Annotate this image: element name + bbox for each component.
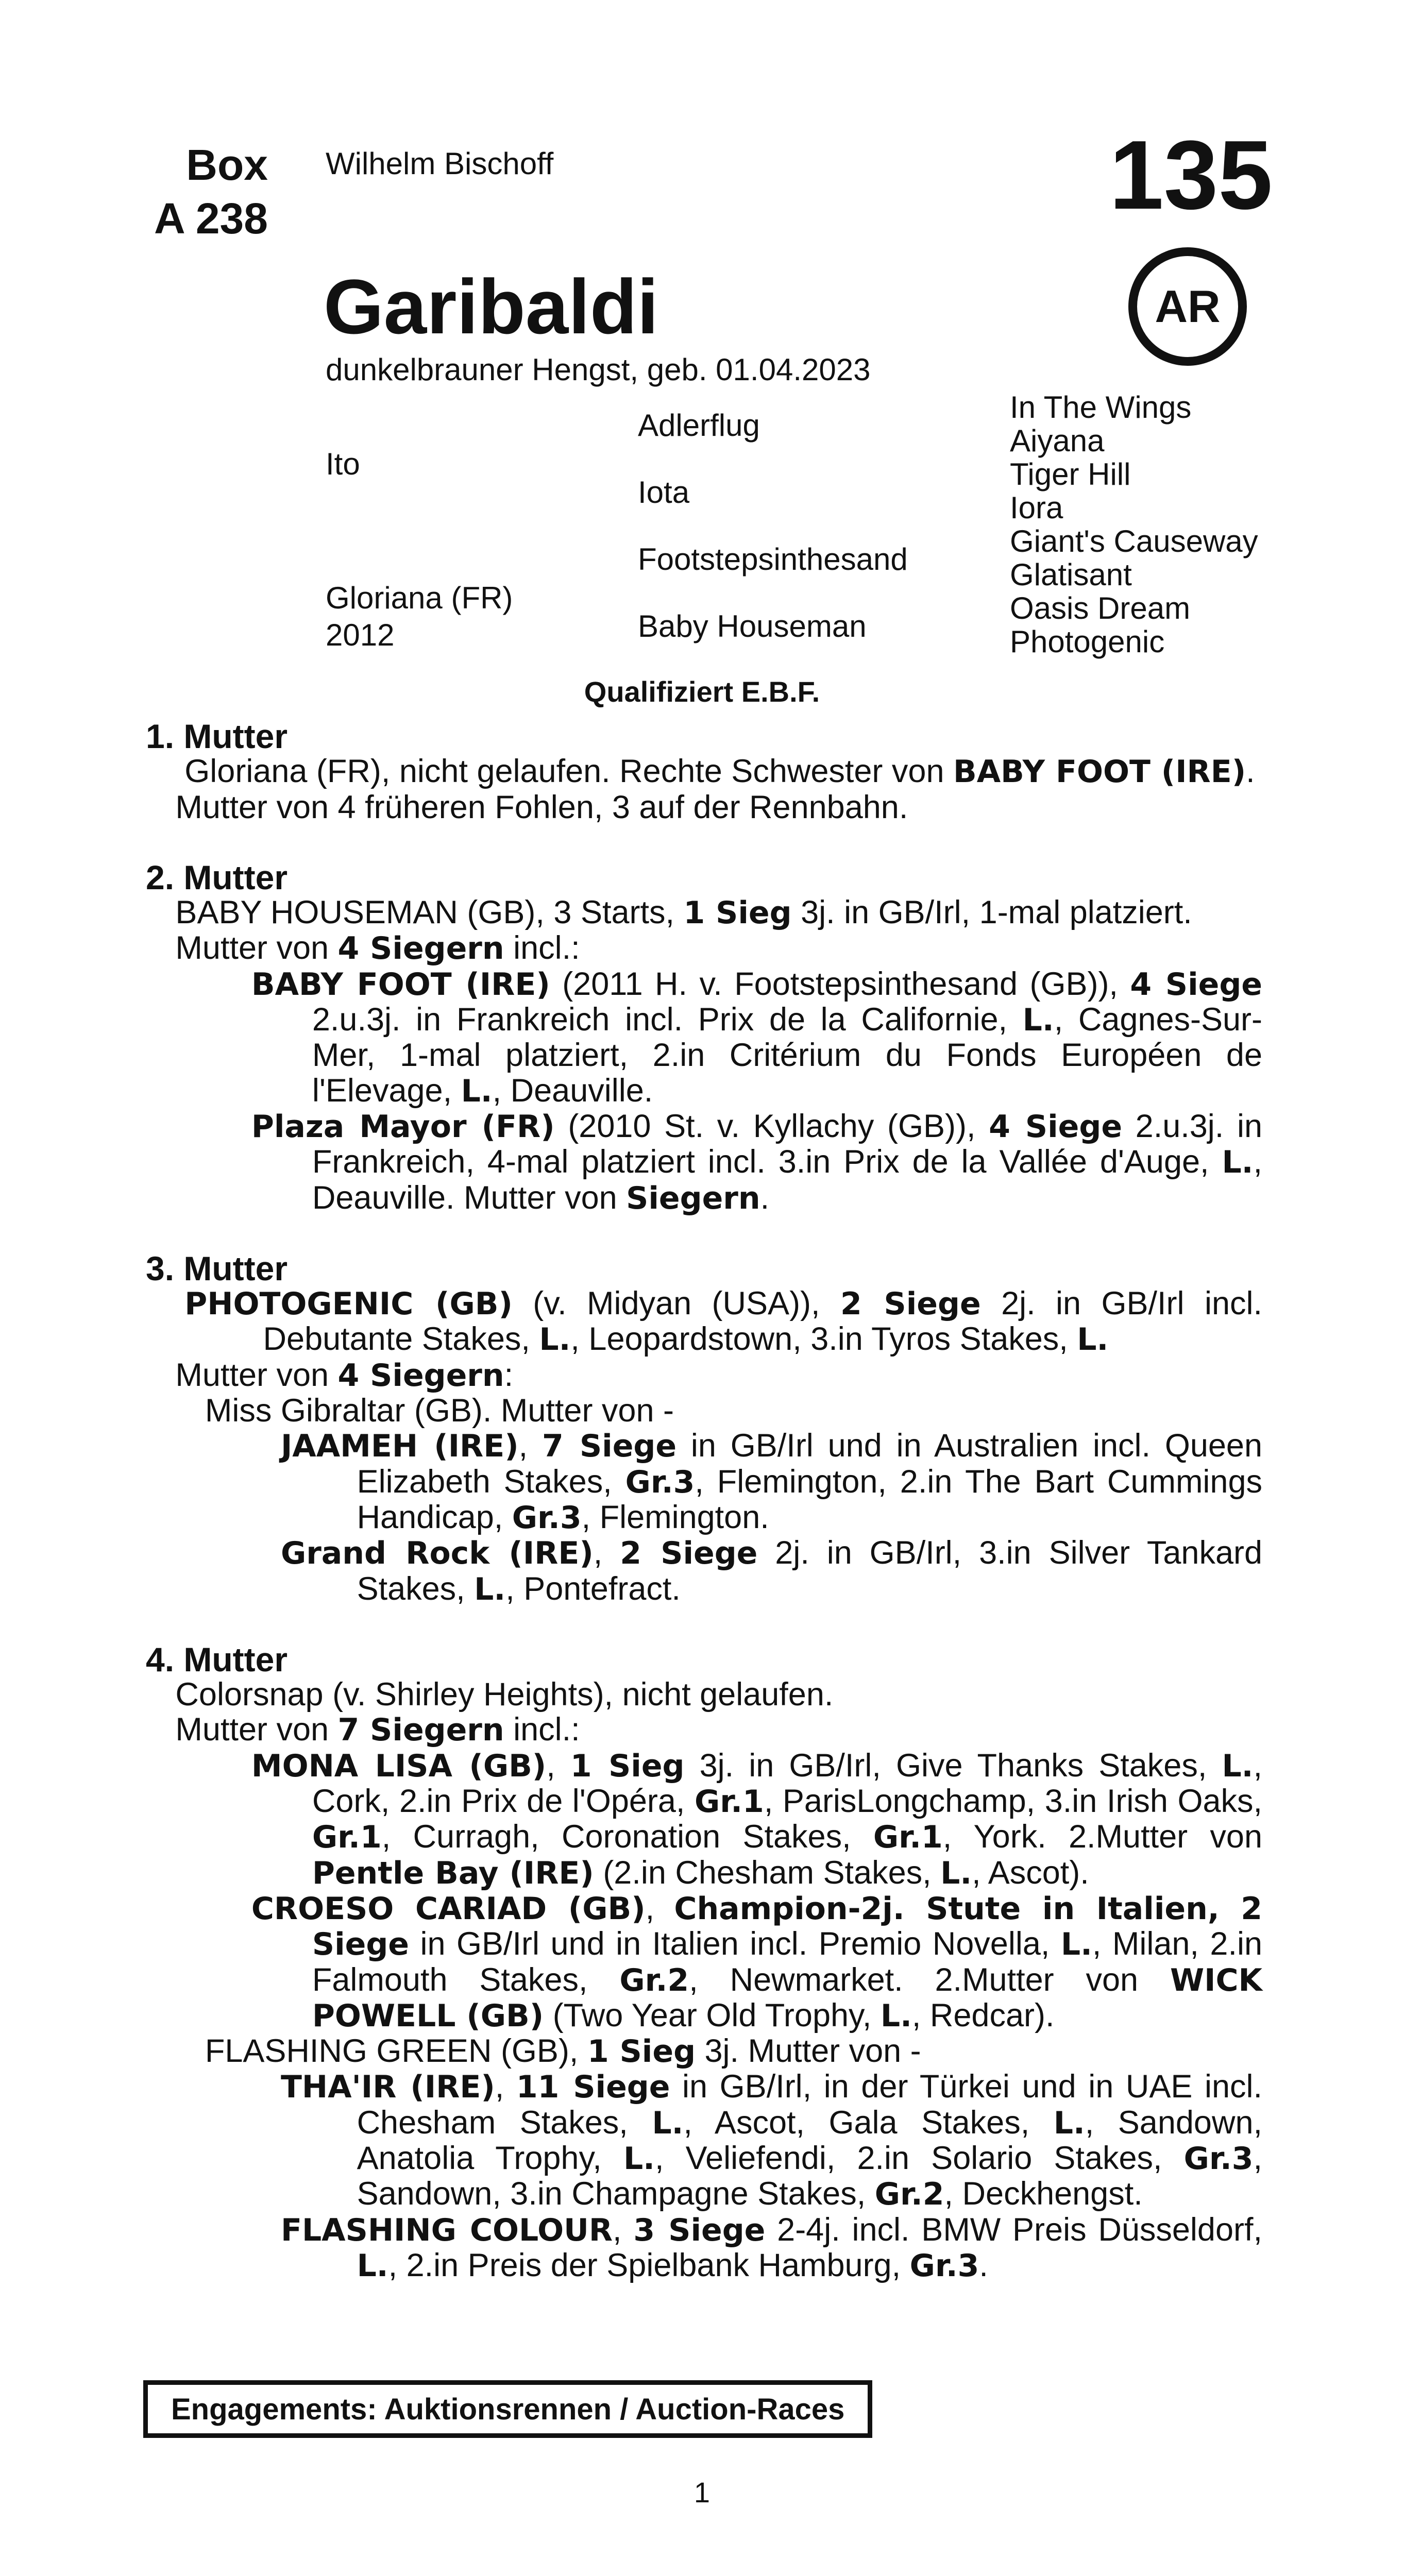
bold-run: BABY FOOT (IRE) xyxy=(251,966,550,1003)
dam-paragraph xyxy=(146,754,1262,789)
text-run: in GB/Irl und in Australien incl. Queen Elizabeth Stakes, xyxy=(357,1428,1262,1500)
dam-paragraph xyxy=(146,790,1262,825)
offspring-entry xyxy=(146,967,1262,1109)
text-run: , Deckhengst. xyxy=(944,2176,1143,2212)
offspring-entry xyxy=(146,2033,1262,2069)
bold-run: 11 Siege xyxy=(516,2069,670,2106)
text-run: (2011 H. v. Footstepsinthesand (GB)), xyxy=(550,965,1130,1002)
pedigree-great-grandparent: Giant's Causeway xyxy=(1010,524,1258,558)
bold-run: 4 Siege xyxy=(1130,966,1262,1003)
bold-run: L. xyxy=(357,2247,388,2284)
ar-badge xyxy=(1128,247,1247,366)
text-run: , Cagnes-Sur-Mer, 1-mal platziert, 2.in Critérium du Fonds Européen de l'Elevage, xyxy=(312,1002,1262,1109)
bold-run: Gr.1 xyxy=(873,1819,943,1856)
text-run: Mutter von xyxy=(175,1357,338,1393)
section-heading: 2. Mutter xyxy=(146,858,288,896)
box-label xyxy=(144,138,268,245)
bold-run: THA'IR (IRE) xyxy=(280,2069,495,2106)
text-run: , Deauville. Mutter von xyxy=(312,1144,1262,1216)
bold-run: L. xyxy=(652,2105,684,2141)
bold-run: 7 Siegern xyxy=(337,1712,504,1749)
grand-offspring-entry xyxy=(146,1535,1262,1607)
text-run: , Veliefendi, 2.in Solario Stakes, xyxy=(654,2140,1184,2176)
bold-run: FLASHING COLOUR xyxy=(280,2212,613,2248)
text-run: , xyxy=(613,2211,634,2248)
bold-run: L. xyxy=(1022,1002,1054,1039)
bold-run: 4 Siege xyxy=(989,1108,1123,1145)
text-run: BABY HOUSEMAN (GB), 3 Starts, xyxy=(175,894,684,931)
lot-number: 135 xyxy=(1109,121,1273,230)
bold-run: 7 Siege xyxy=(542,1428,677,1465)
text-run: , Ascot, Gala Stakes, xyxy=(683,2104,1054,2141)
text-run: , Leopardstown, 3.in Tyros Stakes, xyxy=(570,1321,1077,1358)
text-run: , xyxy=(518,1428,542,1464)
pedigree-grandparent: Adlerflug xyxy=(638,408,760,443)
ar-badge-text: AR xyxy=(1155,281,1221,332)
text-run: 2j. in GB/Irl, 3.in Silver Tankard Stakes, xyxy=(357,1535,1263,1607)
pedigree-dam: Gloriana (FR) xyxy=(326,581,513,615)
pedigree-great-grandparent: Iora xyxy=(1010,490,1063,525)
bold-run: PHOTOGENIC (GB) xyxy=(184,1286,513,1323)
pedigree-great-grandparent: Glatisant xyxy=(1010,557,1132,592)
pedigree-great-grandparent: Oasis Dream xyxy=(1010,591,1191,625)
offspring-entry xyxy=(146,1109,1262,1216)
text-run: incl.: xyxy=(504,1711,580,1748)
bold-run: L. xyxy=(1053,2105,1085,2141)
bold-run: L. xyxy=(461,1073,493,1109)
grand-offspring-entry xyxy=(146,2069,1262,2212)
bold-run: Champion-2j. Stute in Italien, 2 Siege xyxy=(312,1890,1263,1963)
text-run: , xyxy=(645,1890,674,1926)
text-run: , xyxy=(593,1535,620,1571)
text-run: Mutter von xyxy=(175,1711,338,1748)
bold-run: Pentle Bay (IRE) xyxy=(312,1855,594,1891)
bold-run: Gr.3 xyxy=(512,1499,582,1536)
text-run: (v. Midyan (USA)), xyxy=(512,1285,840,1322)
pedigree-great-grandparent: In The Wings xyxy=(1010,390,1192,425)
bold-run: L. xyxy=(1222,1144,1254,1181)
dam-paragraph xyxy=(146,1677,1262,1712)
text-run: Mutter von 4 früheren Fohlen, 3 auf der Rennbahn. xyxy=(175,789,908,825)
text-run: Mutter von xyxy=(175,930,338,967)
bold-run: Plaza Mayor (FR) xyxy=(251,1108,555,1145)
text-run: in GB/Irl und in Italien incl. Premio Novella, xyxy=(409,1926,1061,1962)
text-run: in GB/Irl, in der Türkei und in UAE incl. Chesham Stakes, xyxy=(357,2069,1263,2141)
box-label-text: Box xyxy=(186,141,268,189)
text-run: (2010 St. v. Kyllachy (GB)), xyxy=(554,1108,989,1144)
bold-run: Gr.1 xyxy=(312,1819,382,1856)
horse-name: Garibaldi xyxy=(324,263,659,350)
bold-run: 4 Siegern xyxy=(337,930,504,967)
bold-run: L. xyxy=(1222,1748,1254,1784)
offspring-entry xyxy=(146,1748,1262,1891)
text-run: , Deauville. xyxy=(492,1072,653,1109)
dam-lines xyxy=(146,719,1262,2283)
text-run: , York. 2.Mutter von xyxy=(942,1819,1262,1855)
text-run: . xyxy=(1246,753,1255,790)
text-run: , Flemington, 2.in The Bart Cummings Handicap, xyxy=(357,1463,1262,1535)
box-number: A 238 xyxy=(154,194,268,243)
text-run: 3j. in GB/Irl, Give Thanks Stakes, xyxy=(684,1747,1222,1784)
bold-run: Grand Rock (IRE) xyxy=(280,1535,594,1572)
text-run: 2.u.3j. in Frankreich, 4-mal platziert incl. 3.in Prix de la Vallée d'Auge, xyxy=(312,1108,1262,1180)
bold-run: 2 Siege xyxy=(620,1535,758,1572)
bold-run: Gr.3 xyxy=(909,2247,979,2284)
text-run: . xyxy=(979,2247,988,2283)
text-run: , Cork, 2.in Prix de l'Opéra, xyxy=(312,1747,1262,1820)
pedigree-great-grandparent: Aiyana xyxy=(1010,423,1105,458)
pedigree-great-grandparent: Tiger Hill xyxy=(1010,457,1131,492)
text-run: . xyxy=(760,1179,770,1216)
text-run: 2-4j. incl. BMW Preis Düsseldorf, xyxy=(765,2211,1262,2248)
text-run: , Sandown, 3.in Champagne Stakes, xyxy=(357,2140,1262,2212)
text-run: , Redcar). xyxy=(911,1997,1055,2033)
pedigree-sire: Ito xyxy=(326,447,360,481)
text-run: 2j. in GB/Irl incl. Debutante Stakes, xyxy=(263,1285,1262,1358)
page-number: 1 xyxy=(693,2476,711,2509)
bold-run: Siegern xyxy=(626,1180,760,1216)
pedigree-grandparent: Iota xyxy=(638,475,690,510)
bold-run: L. xyxy=(623,2140,655,2177)
section-heading: 4. Mutter xyxy=(146,1640,288,1679)
section-heading: 3. Mutter xyxy=(146,1249,288,1287)
text-run: (Two Year Old Trophy, xyxy=(544,1997,881,2033)
text-run: : xyxy=(504,1357,514,1393)
bold-run: JAAMEH (IRE) xyxy=(280,1428,519,1465)
engagements-text: Engagements: Auktionsrennen / Auction-Races xyxy=(171,2392,845,2426)
text-run: , xyxy=(546,1747,570,1784)
bold-run: L. xyxy=(940,1855,972,1891)
bold-run: L. xyxy=(1077,1321,1109,1358)
grand-offspring-entry xyxy=(146,1428,1262,1535)
text-run: 2.u.3j. in Frankreich incl. Prix de la Californie, xyxy=(312,1002,1023,1038)
bold-run: L. xyxy=(880,1997,912,2034)
bold-run: L. xyxy=(539,1321,571,1358)
horse-description: dunkelbrauner Hengst, geb. 01.04.2023 xyxy=(326,352,871,387)
bold-run: 1 Sieg xyxy=(570,1748,685,1784)
text-run: , Curragh, Coronation Stakes, xyxy=(381,1819,873,1855)
bold-run: L. xyxy=(1060,1926,1092,1963)
dam-paragraph xyxy=(146,930,1262,966)
bold-run: BABY FOOT (IRE) xyxy=(953,754,1246,790)
pedigree-grandparent: Footstepsinthesand xyxy=(638,542,908,577)
text-run: , Sandown, Anatolia Trophy, xyxy=(357,2104,1262,2176)
text-run: , ParisLongchamp, 3.in Irish Oaks, xyxy=(764,1783,1262,1820)
bold-run: 4 Siegern xyxy=(337,1357,504,1394)
text-run: 3j. in GB/Irl, 1-mal platziert. xyxy=(791,894,1192,931)
bold-run: Gr.1 xyxy=(694,1784,764,1820)
bold-run: Gr.2 xyxy=(874,2176,944,2213)
text-run: Miss Gibraltar (GB). Mutter von - xyxy=(205,1393,674,1429)
qualification-note: Qualifiziert E.B.F. xyxy=(584,675,820,708)
text-run: , 2.in Preis der Spielbank Hamburg, xyxy=(388,2247,910,2283)
bold-run: 3 Siege xyxy=(633,2212,766,2248)
text-run: , Newmarket. 2.Mutter von xyxy=(689,1961,1170,1998)
dam-paragraph xyxy=(146,895,1262,930)
text-run: , Ascot). xyxy=(972,1854,1089,1891)
bold-run: 1 Sieg xyxy=(683,895,792,931)
bold-run: MONA LISA (GB) xyxy=(251,1748,547,1784)
bold-run: Gr.3 xyxy=(1183,2140,1254,2177)
text-run: Colorsnap (v. Shirley Heights), nicht gelaufen. xyxy=(175,1676,834,1713)
breeder-name: Wilhelm Bischoff xyxy=(326,146,554,181)
text-run: , Milan, 2.in Falmouth Stakes, xyxy=(312,1926,1262,1998)
bold-run: CROESO CARIAD (GB) xyxy=(251,1890,646,1927)
dam-paragraph xyxy=(146,1358,1262,1393)
bold-run: L. xyxy=(474,1571,506,1607)
text-run: incl.: xyxy=(504,930,580,967)
section-heading: 1. Mutter xyxy=(146,717,288,755)
text-run: , Flemington. xyxy=(581,1499,769,1535)
text-run: , xyxy=(495,2069,516,2105)
bold-run: WICK POWELL (GB) xyxy=(312,1962,1262,2034)
bold-run: Gr.2 xyxy=(619,1962,689,1998)
offspring-entry xyxy=(146,1393,1262,1428)
grand-offspring-entry xyxy=(146,2212,1262,2284)
text-run: 3j. Mutter von - xyxy=(696,2033,921,2070)
pedigree-dam-year: 2012 xyxy=(326,618,395,652)
text-run: , Pontefract. xyxy=(505,1570,681,1607)
bold-run: 1 Sieg xyxy=(587,2033,696,2070)
pedigree-grandparent: Baby Houseman xyxy=(638,609,867,643)
pedigree-great-grandparent: Photogenic xyxy=(1010,624,1165,659)
dam-paragraph xyxy=(146,1286,1262,1358)
text-run: (2.in Chesham Stakes, xyxy=(594,1854,941,1891)
text-run: Gloriana (FR), nicht gelaufen. Rechte Schwester von xyxy=(184,753,953,790)
engagements-box xyxy=(143,2380,872,2438)
offspring-entry xyxy=(146,1891,1262,2033)
dam-paragraph xyxy=(146,1712,1262,1748)
bold-run: 2 Siege xyxy=(840,1286,981,1323)
bold-run: Gr.3 xyxy=(625,1464,695,1500)
text-run: FLASHING GREEN (GB), xyxy=(205,2033,587,2070)
